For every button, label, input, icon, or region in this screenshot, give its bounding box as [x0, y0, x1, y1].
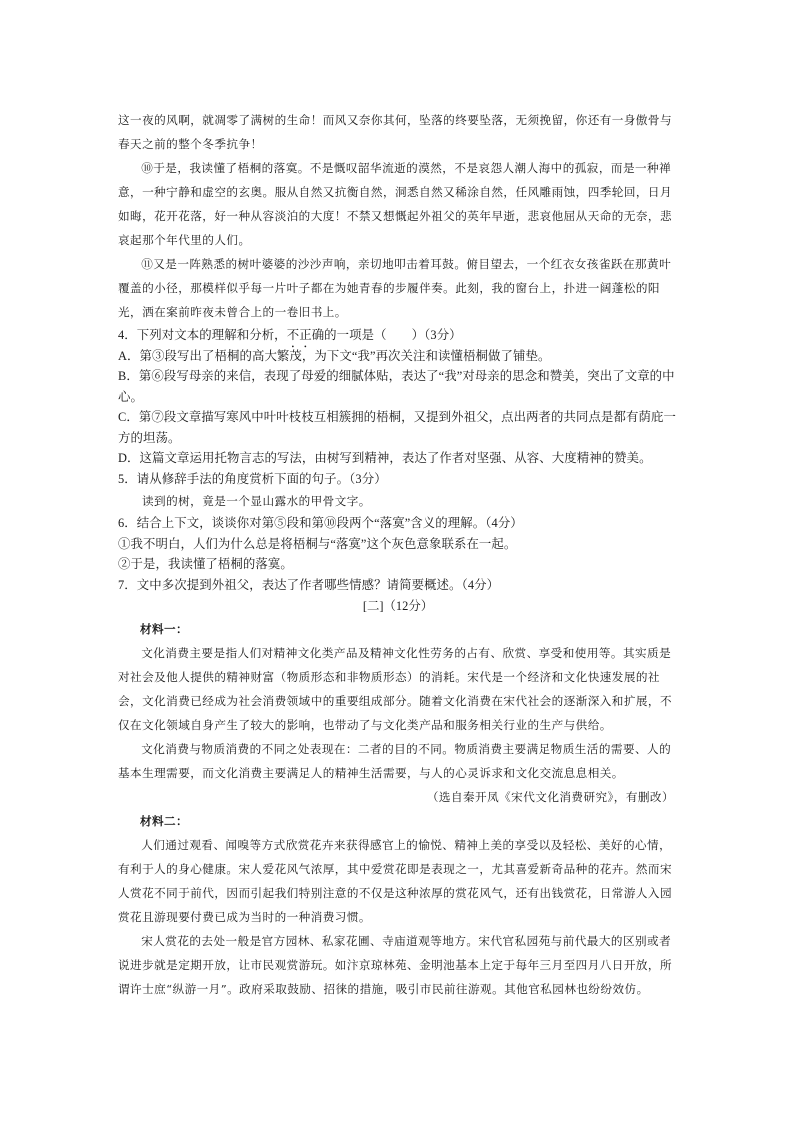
question-4-option-a: A．第③段写出了梧桐的高大繁茂，为下文“我”再次关注和读懂梧桐做了铺垫。	[118, 348, 551, 363]
material-1-title: 材料一：	[140, 622, 188, 636]
passage-paragraph-10: ⑩于是，我读懂了梧桐的落寞。不是慨叹韶华流逝的漠然，不是哀怨人潮人海中的孤寂，而是一种禅意，一种宁静和虚空的玄奥。服从自然又抗衡自然，洞悉自然又稀涂自然，任风雕雨蚀，四季轮回，日月如晦，花开花落，好一种从容淡泊的大度！不禁又想慨起外祖父的英年早逝，悲哀他屈从天命的无奈，悲哀起那个年代里的人们。	[118, 161, 673, 247]
passage-paragraph-11: ⑪又是一阵熟悉的树叶婆婆的沙沙声响，亲切地叩击着耳鼓。俯目望去，一个红衣女孩雀跃在那黄叶覆盖的小径，那模样似乎每一片叶子都在为她青春的步履伴奏。此刻，我的窗台上，扑进一阔蓬松的阳光，洒在案前昨夜未曾合上的一卷旧书上。	[118, 257, 672, 319]
material-1-source: （选自秦开凤《宋代文化消费研究》，有删改）	[426, 790, 674, 804]
material-1-paragraph-1: 文化消费主要是指人们对精神文化类产品及精神文化性劳务的占有、欣赏、享受和使用等。其实质是对社会及他人提供的精神财富（物质形态和非物质形态）的消耗。宋代是一个经济和文化快速发展的社会，文化消费已经成为社会消费领域中的重要组成部分。随着文化消费在宋代社会的逐渐深入和扩展，不仅在文化领域自身产生了较大的影响，也带动了与文化类产品和服务相关行业的生产与供给。	[118, 646, 673, 732]
question-6-sentence-2: ②于是，我读懂了梧桐的落寞。	[118, 557, 293, 571]
page-content	[118, 108, 678, 1001]
passage-paragraph-continued: 这一夜的风啊，就凋零了满树的生命！而风又奈你其何，坠落的终要坠落，无须挽留，你还有一身傲骨与春天之前的整个冬季抗争！	[118, 113, 673, 151]
material-2-title: 材料二：	[140, 814, 188, 828]
question-4-option-b: B．第⑥段写母亲的来信，表现了母爱的细腻体贴，表达了“我”对母亲的思念和赞美，突出了文章的中心。	[118, 369, 675, 404]
material-2-paragraph-1: 人们通过观看、闻嗅等方式欣赏花卉来获得感官上的愉悦、精神上美的享受以及轻松、美好的心情，有利于人的身心健康。宋人爱花风气浓厚，其中爱赏花即是表现之一，尤其喜爱新奇品种的花卉。然而宋人赏花不同于前代，因而引起我们特别注意的不仅是这种浓厚的赏花风气，还有出钱赏花，日常游人入园赏花且游现要付费已成为当时的一种消费习惯。	[118, 838, 673, 924]
question-4-text-d: 确的一项是（ ）（3分）	[311, 328, 462, 342]
question-5-quote: 读到的树，竟是一个显山露水的甲骨文字。	[142, 494, 371, 508]
question-5: 5．请从修辞手法的角度赏析下面的句子。（3分）	[118, 471, 387, 486]
question-4-option-d: D．这篇文章运用托物言志的写法，由树写到精神，表达了作者对坚强、从容、大度精神的赞美。	[118, 451, 652, 465]
question-4-emphasis-char-2: 正	[299, 328, 312, 342]
material-1-paragraph-2: 文化消费与物质消费的不同之处表现在：二者的目的不同。物质消费主要满足物质生活的需要、人的基本生理需要，而文化消费主要满足人的精神生活需要，与人的心灵诉求和文化交流息息相关。	[118, 742, 672, 780]
question-6-sentence-1: ①我不明白，人们为什么总是将梧桐与“落寞”这个灰色意象联系在一起。	[118, 536, 517, 551]
question-4-option-c: C．第⑦段文章描写寒风中叶叶枝枝互相簇拥的梧桐，又提到外祖父，点出两者的共同点是都有荫庇一方的坦荡。	[118, 410, 676, 445]
question-4	[118, 325, 678, 346]
material-2-paragraph-2: 宋人赏花的去处一般是官方园林、私家花圃、寺庙道观等地方。宋代官私园苑与前代最大的区别或者说进步就是定期开放，让市民观赏游玩。如汴京琼林苑、金明池基本上定于每年三月至四月八日开放，所谓许士庶“纵游一月”。政府采取鼓励、招徕的措施，吸引市民前往游观。其他官私园林也纷纷效仿。	[118, 934, 673, 996]
question-4-emphasis-char-1: 不	[286, 328, 300, 342]
question-7: 7．文中多次提到外祖父，表达了作者哪些情感？请简要概述。（4分）	[118, 577, 500, 592]
section-2-heading: [二]（12分）	[362, 599, 434, 613]
question-6: 6．结合上下文，谈谈你对第⑤段和第⑩段两个“落寞”含义的理解。（4分）	[118, 516, 523, 530]
question-4-text-a: 4．下列对文本的理解和分析，	[118, 328, 287, 342]
